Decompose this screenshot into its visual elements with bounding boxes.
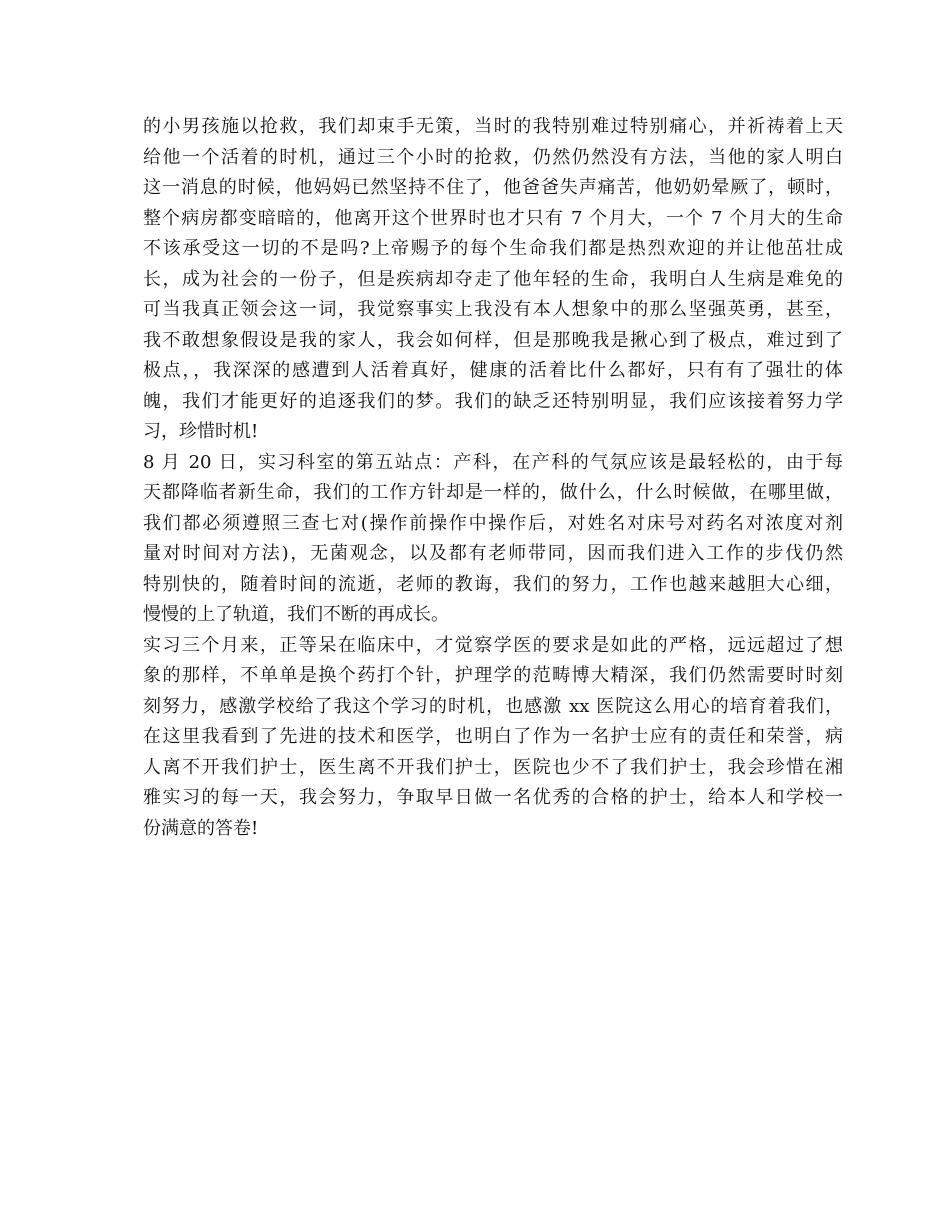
text-line: 实习三个月来，正等呆在临床中，才觉察学医的要求是如此的严格，远远超过了想 xyxy=(143,634,843,656)
text-line: 长，成为社会的一份子，但是疾病却夺走了他年轻的生命，我明白人生病是难免的 xyxy=(143,268,843,290)
text-line: 不该承受这一切的不是吗?上帝赐予的每个生命我们都是热烈欢迎的并让他茁壮成 xyxy=(143,238,843,259)
text-line: 人离不开我们护士，医生离不开我们护士，医院也少不了我们护士，我会珍惜在湘 xyxy=(143,756,843,778)
text-line: 我不敢想象假设是我的家人，我会如何样，但是那晚我是揪心到了极点，难过到了 xyxy=(143,329,843,351)
text-line: 雅实习的每一天，我会努力，争取早日做一名优秀的合格的护士，给本人和学校一 xyxy=(143,787,843,808)
text-line: 天都降临者新生命，我们的工作方针却是一样的，做什么，什么时候做，在哪里做， xyxy=(143,482,843,503)
text-line: 我们都必须遵照三查七对(操作前操作中操作后，对姓名对床号对药名对浓度对剂 xyxy=(143,512,843,534)
text-line: 的小男孩施以抢救，我们却束手无策，当时的我特别难过特别痛心，并祈祷着上天 xyxy=(143,116,843,137)
text-line: 在这里我看到了先进的技术和医学，也明白了作为一名护士应有的责任和荣誉，病 xyxy=(143,726,843,747)
text-line: 量对时间对方法)，无菌观念，以及都有老师带同，因而我们进入工作的步伐仍然 xyxy=(143,543,843,564)
text-line: 特别快的，随着时间的流逝，老师的教诲，我们的努力，工作也越来越胆大心细， xyxy=(143,573,843,595)
text-line: 8 月 20 日，实习科室的第五站点：产科，在产科的气氛应该是最轻松的，由于每 xyxy=(143,451,843,473)
paragraph-end-line: 份满意的答卷! xyxy=(143,817,259,839)
paragraph-end-line: 习，珍惜时机! xyxy=(143,421,259,442)
text-line: 魄，我们才能更好的追逐我们的梦。我们的缺乏还特别明显，我们应该接着努力学 xyxy=(143,390,843,412)
text-line: 象的那样，不单单是换个药打个针，护理学的范畴博大精深，我们仍然需要时时刻 xyxy=(143,665,843,686)
text-line: 极点，，我深深的感遭到人活着真好，健康的活着比什么都好，只有有了强壮的体 xyxy=(143,360,843,381)
text-line: 这一消息的时候，他妈妈已然坚持不住了，他爸爸失声痛苦，他奶奶晕厥了，顿时， xyxy=(143,177,843,198)
text-line: 刻努力，感激学校给了我这个学习的时机，也感激 xx 医院这么用心的培育着我们， xyxy=(143,695,843,717)
text-line: 给他一个活着的时机，通过三个小时的抢救，仍然仍然没有方法，当他的家人明白 xyxy=(143,146,843,168)
document-body xyxy=(143,112,843,844)
paragraph-end-line: 慢慢的上了轨道，我们不断的再成长。 xyxy=(143,604,449,625)
text-line: 整个病房都变暗暗的，他离开这个世界时也才只有 7 个月大，一个 7 个月大的生命 xyxy=(143,207,843,229)
text-line: 可当我真正领会这一词，我觉察事实上我没有本人想象中的那么坚强英勇，甚至， xyxy=(143,299,843,320)
